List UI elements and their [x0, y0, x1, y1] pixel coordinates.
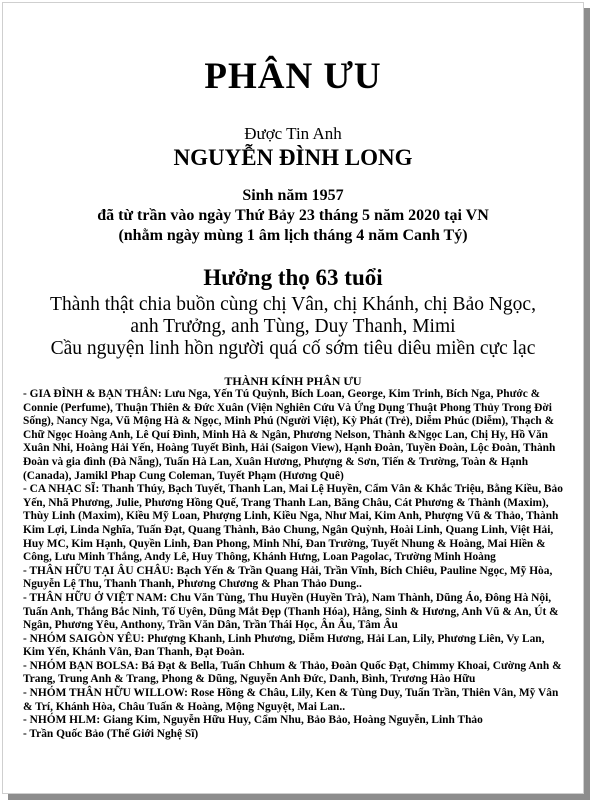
- page-title: PHÂN ƯU: [204, 56, 382, 97]
- sender-list-title: THÀNH KÍNH PHÂN ƯU: [224, 374, 362, 388]
- age-line: Hưởng thọ 63 tuổi: [203, 265, 383, 290]
- obituary-card: [2, 2, 584, 794]
- sender-group: - CA NHẠC SĨ: Thanh Thúy, Bạch Tuyết, Thanh Lan, Mai Lệ Huyền, Cẩm Vân & Khắc Triệu, Bằng Kiều, Bảo Yến, Nhã Phương, Julie, Phương Hồng Quế, Trang Thanh Lan, Băng Châu, Cát Phương & Thành (Maxim), Thùy Linh (Maxim), Kiều Mỹ Loan, Phượng Linh, Kiều Nga, Như Mai, Kim Anh, Phượng Vũ & Thảo, Thành Kim Lợi, Linda Nghĩa, Tuấn Đạt, Quang Thành, Bảo Chung, Ngân Quỳnh, Hoài Linh, Quang Linh, Việt Hải, Huy MC, Kim Hạnh, Quyền Linh, Đan Phong, Minh Nhí, Đan Trường, Tuyết Nhung & Hoàng, Mai Hiền & Công, Lưu Minh Thắng, Andy Lê, Huy Thông, Khánh Hưng, Loan Pagolac, Trường Minh Hoàng: [23, 483, 563, 564]
- birth-line: Sinh năm 1957: [242, 187, 344, 204]
- death-date-line: đã từ trần vào ngày Thứ Bảy 23 tháng 5 năm 2020 tại VN: [97, 207, 489, 224]
- sender-group: - THÂN HỮU TẠI ÂU CHÂU: Bạch Yến & Trần Quang Hải, Trần Vĩnh, Bích Chiêu, Pauline Ngọc, Mỹ Hòa, Nguyễn Lệ Thu, Thanh Thanh, Phương Chương & Phan Thảo Dung..: [23, 564, 553, 591]
- intro-text: Được Tin Anh: [244, 124, 342, 143]
- sender-group: - Trần Quốc Bảo (Thế Giới Nghệ Sĩ): [23, 727, 199, 740]
- condolence-line: anh Trưởng, anh Tùng, Duy Thanh, Mimi: [130, 316, 456, 337]
- birth-death-info: [3, 186, 583, 246]
- sender-group: - THÂN HỮU Ở VIỆT NAM: Chu Văn Tùng, Thu Huyền (Huyền Trà), Nam Thành, Dũng Áo, Đông Hà Nội, Tuấn Anh, Thắng Bắc Ninh, Tố Uyên, Dũng Mắt Đẹp (Thanh Hóa), Hằng, Sinh & Hương, Anh Vũ & An, Út & Ngân, Phương Yêu, Anthony, Trần Văn Dân, Trần Thái Học, Ân Âu, Tâm Âu: [23, 591, 559, 632]
- sender-list: [23, 388, 564, 741]
- lunar-date-line: (nhằm ngày mùng 1 âm lịch tháng 4 năm Canh Tý): [118, 227, 468, 244]
- sender-group: - NHÓM HLM: Giang Kim, Nguyễn Hữu Huy, Cẩm Nhu, Bảo Bảo, Hoàng Nguyễn, Linh Thảo: [23, 714, 483, 727]
- sender-group: - NHÓM BẠN BOLSA: Bá Đạt & Bella, Tuấn Chhum & Thảo, Đoàn Quốc Đạt, Chimmy Khoai, Cường Anh & Trang, Trung Anh & Trang, Phong & Dũng, Nguyễn Anh Đức, Danh, Bình, Trương Hào Hữu: [23, 659, 562, 686]
- condolence-line: Thành thật chia buồn cùng chị Vân, chị Khánh, chị Bảo Ngọc,: [50, 294, 536, 315]
- sender-group: - NHÓM THÂN HỮU WILLOW: Rose Hồng & Châu, Lily, Ken & Tùng Duy, Tuấn Trần, Thiên Vân, Mỹ Vân & Trí, Khánh Hòa, Châu Tuấn & Hoàng, Mộng Nguyệt, Mai Lan..: [23, 687, 559, 713]
- sender-group: - GIA ĐÌNH & BẠN THÂN: Lưu Nga, Yến Tú Quỳnh, Bích Loan, George, Kim Trinh, Bích Nga, Phước & Connie (Perfume), Thuận Thiên & Đức Xuân (Viện Nghiên Cứu Và Ứng Dụng Thuật Phong Thủy Trong Đời Sống), Nancy Nga, Vũ Mộng Hà & Ngọc, Minh Phú (Người Việt), Kỳ Phát (Trẻ), Diễm Phúc (Diễm), Thạch & Chữ Ngọc Hoàng Anh, Lê Quí Đình, Minh Hà & Ngân, Phương Nelson, Thành &Ngọc Lan, Chị Hy, Hồ Văn Xuân Nhi, Hoàng Hải Yến, Hoàng Tuyết Bình, Hải (Saigon View), Hạnh Đoàn, Tuyền Đoàn, Lộc Đoàn, Thành Đoàn và gia đình (Đà Nẵng), Tuấn Hà Lan, Xuân Hương, Phượng & Sơn, Tiến & Trường, Toàn & Hạnh (Canada), Jamikl Phap Cung Coleman, Tuyết Phạm (Hương Quê): [23, 388, 556, 482]
- sender-group: - NHÓM SAIGÒN YÊU: Phượng Khanh, Linh Phương, Diễm Hương, Hải Lan, Lily, Phương Liên, Vy Lan, Kim Yến, Khánh Vân, Đan Thanh, Đạt Đoàn.: [23, 632, 545, 659]
- deceased-name: NGUYỄN ĐÌNH LONG: [173, 145, 413, 170]
- condolence-message: [3, 294, 583, 360]
- condolence-line: Cầu nguyện linh hồn người quá cố sớm tiêu diêu miền cực lạc: [50, 338, 536, 359]
